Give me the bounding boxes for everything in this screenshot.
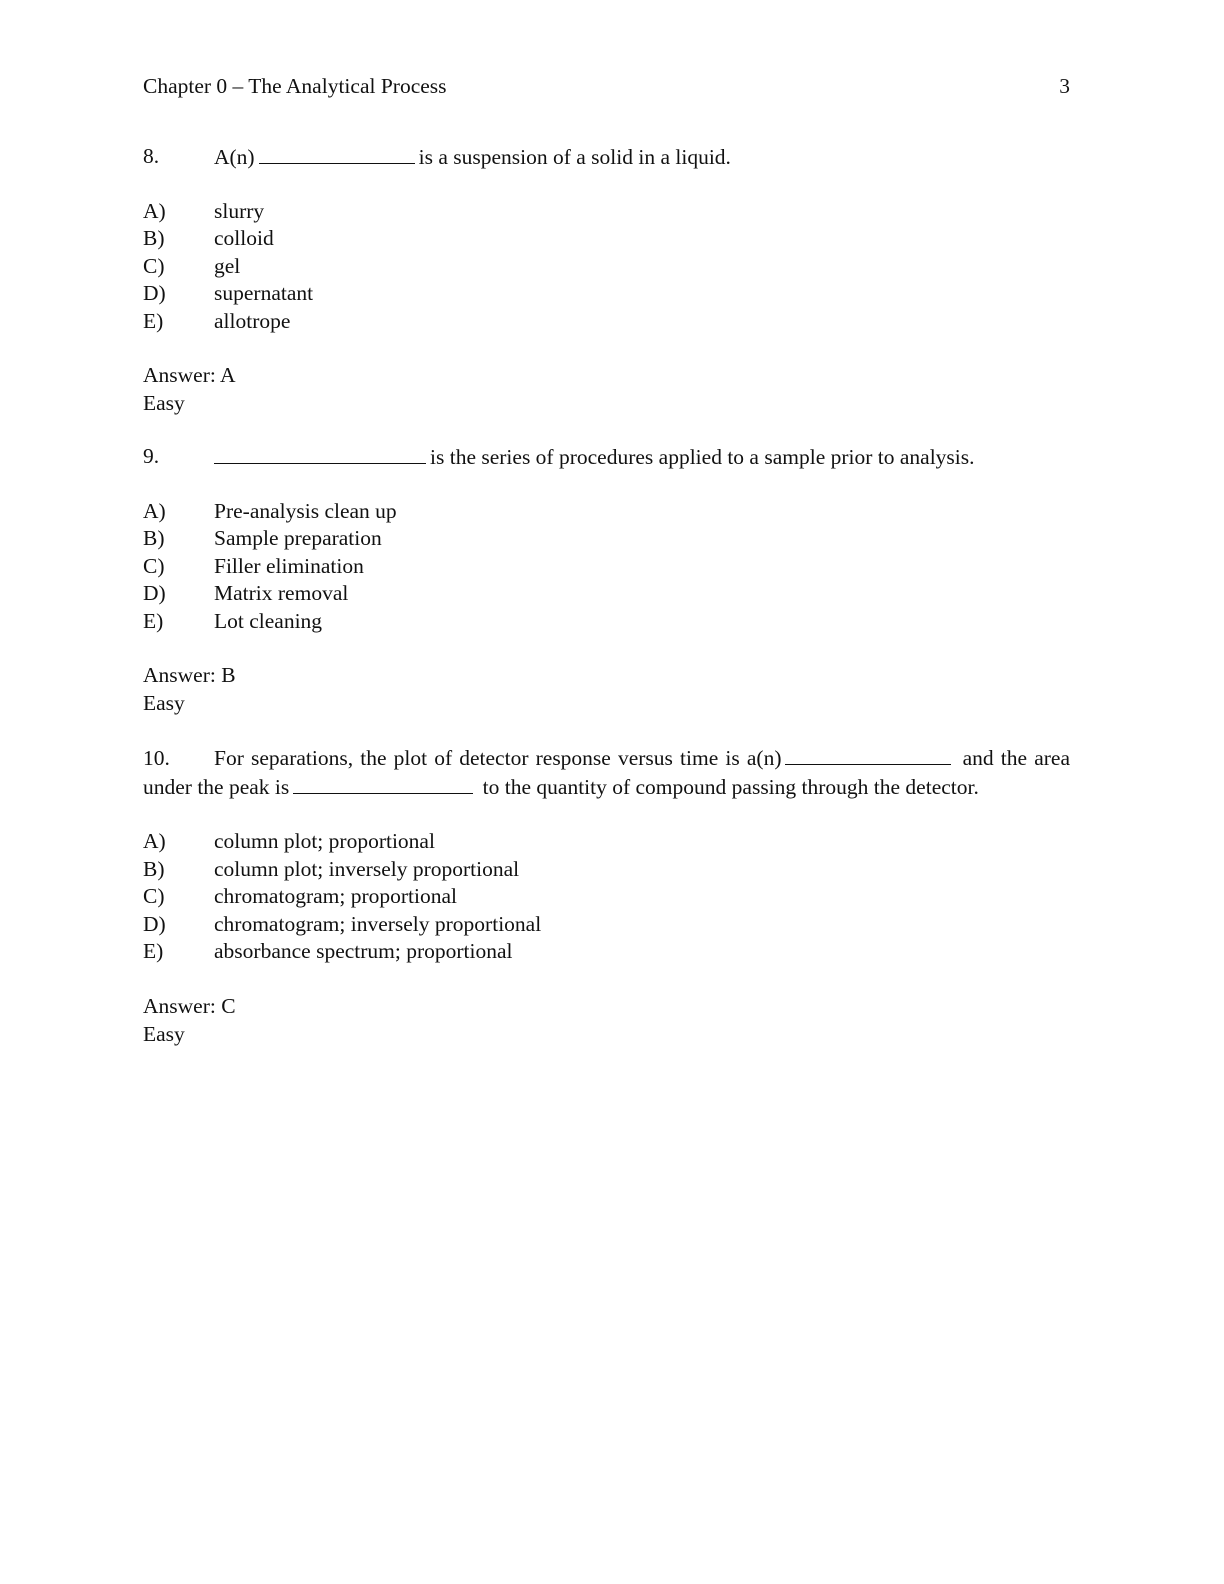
option-letter: D) [143,281,166,305]
option-letter: E) [143,608,164,633]
option-text: column plot; proportional [214,829,435,853]
option-text: chromatogram; proportional [214,884,457,908]
option-letter: B) [143,226,165,250]
question-text-after: is the series of procedures applied to a sample prior to analysis. [430,445,975,469]
question-stem [143,744,1070,801]
option-text: chromatogram; inversely proportional [214,911,542,936]
option-letter: A) [143,829,166,853]
option-text: slurry [214,198,265,223]
options-list [143,828,1070,966]
answer-block [143,993,1070,1049]
difficulty-label: Easy [143,391,185,415]
question-stem [143,443,1070,471]
question-text-part1: For separations, the plot of detector response versus time is a(n) [214,746,782,770]
question-10 [143,744,1070,1049]
option-d [143,280,1070,308]
option-letter: A) [143,198,166,223]
option-letter: E) [143,308,164,333]
question-9 [143,443,1070,718]
answer-block [143,362,1070,418]
question-text [214,143,731,172]
answer-blank [214,443,426,464]
option-b [143,856,1070,884]
answer-key: Answer: C [143,993,236,1018]
chapter-title: Chapter 0 – The Analytical Process [143,74,447,98]
option-letter: B) [143,856,165,881]
option-text: colloid [214,226,274,250]
question-text-after: is a suspension of a solid in a liquid. [418,145,731,169]
option-e [143,938,1070,966]
difficulty-label: Easy [143,691,185,715]
answer-key: Answer: A [143,363,236,387]
option-text: Lot cleaning [214,608,323,633]
answer-key: Answer: B [143,663,236,687]
question-number: 8. [143,144,160,168]
option-text: absorbance spectrum; proportional [214,939,513,963]
option-b [143,225,1070,253]
question-8 [143,143,1070,418]
question-text-before: A(n) [214,145,255,169]
question-stem [143,143,1070,171]
answer-blank-1 [785,744,951,765]
option-letter: D) [143,911,166,936]
difficulty-label: Easy [143,1021,185,1046]
option-e [143,608,1070,636]
option-letter: A) [143,498,166,523]
option-a [143,198,1070,226]
option-letter: D) [143,581,166,605]
option-letter: C) [143,884,165,908]
option-letter: E) [143,939,164,963]
option-text: Sample preparation [214,526,382,550]
answer-blank [259,143,415,164]
page-header [143,72,1070,100]
question-text-part3: to the quantity of compound passing through the detector. [482,774,979,799]
option-b [143,525,1070,553]
option-text: Matrix removal [214,581,349,605]
option-text: Filler elimination [214,553,364,578]
option-letter: C) [143,253,165,278]
question-number: 10. [143,746,170,770]
option-text: Pre-analysis clean up [214,498,397,523]
option-text: allotrope [214,308,291,333]
option-letter: C) [143,553,165,578]
option-c [143,253,1070,281]
option-a [143,828,1070,856]
option-c [143,553,1070,581]
option-letter: B) [143,526,165,550]
option-e [143,308,1070,336]
option-text: gel [214,253,241,278]
question-text [214,443,975,472]
question-text-part2: and the area under the peak is [143,746,1070,799]
options-list [143,198,1070,336]
option-c [143,883,1070,911]
question-number: 9. [143,444,160,468]
answer-blank-2 [293,773,473,794]
page-number: 3 [1059,74,1070,98]
option-d [143,580,1070,608]
options-list [143,498,1070,636]
option-a [143,498,1070,526]
option-text: column plot; inversely proportional [214,856,520,881]
option-d [143,911,1070,939]
answer-block [143,662,1070,718]
option-text: supernatant [214,281,314,305]
